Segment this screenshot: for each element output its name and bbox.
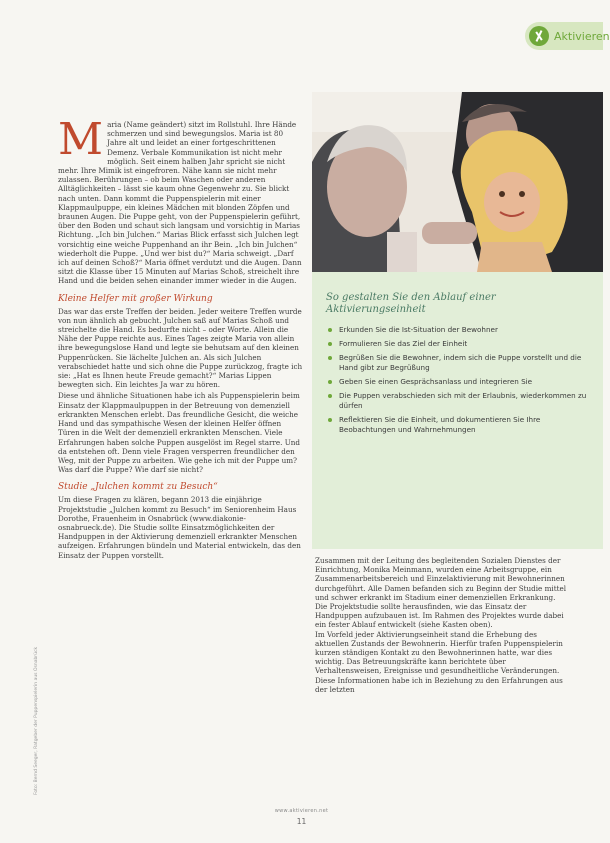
section1-paragraph-a: Das war das erste Treffen der beiden. Jeder weitere Treffen wurde von nun ähnlich ab gebucht. Julchen saß auf Marias Schoß und streichelte die Hand. Es bedurfte nicht – oder Worte. Allein die Nähe der Puppe reichte aus. Eines Tages zeigte Maria von allein ihre bewegungslose Hand und legte sie behutsam auf den kleinen Puppenrücken. Sie lächelte Julchen an. Als sich Julchen verabschiedet hatte und sich ohne die Puppe zurückzog, fragte ich sie: „Hat es Ihnen heute Freude gemacht?“ Marias Lippen bewegten sich. Ein leichtes Ja war zu hören.	[58, 306, 303, 390]
intro-paragraph	[58, 114, 303, 286]
article-right-column	[315, 556, 567, 694]
section2-paragraph: Um diese Fragen zu klären, begann 2013 die einjährige Projektstudie „Julchen kommt zu Besuch“ im Seniorenheim Haus Dorothe, Frauenheim in Osnabrück (www.diakonie-osnabrueck.de). Die Studie sollte Einsatzmöglichkeiten der Handpuppen in der Aktivierung demenziell erkrankter Menschen aufzeigen. Erfahrungen bündeln und Material entwickeln, das den Einsatz der Puppen vorstellt.	[58, 495, 301, 560]
drop-cap: M	[58, 114, 104, 165]
info-box-item: Formulieren Sie das Ziel der Einheit	[326, 339, 593, 349]
info-box-item: Die Puppen verabschieden sich mit der Erlaubnis, wiederkommen zu dürfen	[326, 391, 593, 411]
page-footer	[0, 808, 603, 826]
section-badge	[525, 22, 610, 50]
intro-text: aria (Name geändert) sitzt im Rollstuhl. Ihre Hände schmerzen und sind bewegungslos. Maria ist 80 Jahre alt und leidet an einer fortgeschrittenen Demenz. Verbale Kommunikation ist nicht mehr möglich. Seit einem halben Jahr spricht sie nicht mehr. Ihre Mimik ist eingefroren. Nähe kann sie nicht mehr zulassen. Berührungen – ob beim Waschen oder anderen Alltäglichkeiten – lässt sie kaum ohne Gegenwehr zu. Sie blickt nach unten. Dann kommt die Puppenspielerin mit einer Klappmaulpuppe, ein kleines Mädchen mit blonden Zöpfen und braunen Augen. Die Puppe geht, von der Puppenspielerin geführt, über den Boden und schaut sich langsam und vorsichtig in Marias Richtung. „Ich bin Julchen.“ Marias Blick erfasst sich Julchen legt vorsichtig eine weiche Puppenhand an ihr Bein. „Ich bin Julchen“ wiederholt die Puppe. „Und wer bist du?“ Maria schweigt. „Darf ich auf deinen Schoß?“ Maria öffnet verdutzt und die Augen. Dann sitzt die Klasse über 15 Minuten auf Marias Schoß, streichelt ihre Hand und die beiden sehen einander immer wieder in die Augen.	[58, 120, 302, 286]
info-box-list	[326, 325, 593, 435]
photo-credit	[34, 555, 44, 800]
info-box-item: Erkunden Sie die Ist-Situation der Bewohner	[326, 325, 593, 335]
page-number: 11	[296, 817, 307, 826]
section-label: Aktivieren	[554, 29, 610, 43]
footer-url[interactable]: www.aktivieren.net	[274, 808, 329, 814]
right-paragraph-2: Im Vorfeld jeder Aktivierungseinheit stand die Erhebung des aktuellen Zustands der Bewohnerin. Hierfür trafen Puppenspielerin kurzen ständigen Kontakt zu den Bewohnerinnen hatte, war dies wichtig. Das Betreuungskräfte kann berichtete über Verhaltensweisen, Ereignisse und gesundheitliche Veränderungen. Diese Informationen habe ich in Beziehung zu den Erfahrungen aus der letzten	[315, 629, 563, 694]
info-box-item: Geben Sie einen Gesprächsanlass und integrieren Sie	[326, 377, 593, 387]
subheading-helpers: Kleine Helfer mit großer Wirkung	[58, 293, 213, 304]
article-left-column	[58, 114, 303, 560]
leaf-check-icon	[529, 26, 549, 46]
article-photo	[312, 92, 603, 272]
subheading-study: Studie „Julchen kommt zu Besuch“	[58, 482, 218, 493]
photo-illustration	[312, 92, 603, 272]
info-box-title: So gestalten Sie den Ablauf einer Aktivierungseinheit	[326, 292, 496, 315]
info-box-item: Begrüßen Sie die Bewohner, indem sich die Puppe vorstellt und die Hand gibt zur Begrüßung	[326, 353, 593, 373]
info-box-item: Reflektieren Sie die Einheit, und dokumentieren Sie Ihre Beobachtungen und Wahrnehmungen	[326, 415, 593, 435]
photo-credit-text: Foto: Bernd Seeger, Ratgeber der Puppenspielerin aus Osnabrück	[34, 646, 39, 795]
info-box	[312, 272, 603, 549]
section1-paragraph-b: Diese und ähnliche Situationen habe ich als Puppenspielerin beim Einsatz der Klappmaulpuppen in der Betreuung von demenziell erkrankten Menschen erlebt. Das freundliche Gesicht, die weiche Hand und das sympathische Wesen der kleinen Helfer öffnen Türen in die Welt der demenziell erkrankten Menschen. Viele Erfahrungen haben solche Puppen ausgelöst im Regel starre. Und da entstehen oft. Denn viele Fragen versperren freundlicher den Weg, mit der Puppe zu arbeiten. Wie gehe ich mit der Puppe um? Was darf die Puppe? Wie darf sie nicht?	[58, 391, 301, 475]
right-paragraph-1: Zusammen mit der Leitung des begleitenden Sozialen Dienstes der Einrichtung, Monika Meinmann, wurden eine Arbeitsgruppe, ein Zusammenarbeitsbereich und Einzelaktivierung mit Bewohnerinnen durchgeführt. Alle Damen befanden sich zu Beginn der Studie mittel und schwer erkrankt im Stadium einer demenziellen Erkrankung. Die Projektstudie sollte herausfinden, wie das Einsatz der Handpuppen aufzubauen ist. Im Rahmen des Projektes wurde dabei ein fester Ablauf entwickelt (siehe Kasten oben).	[315, 556, 567, 630]
